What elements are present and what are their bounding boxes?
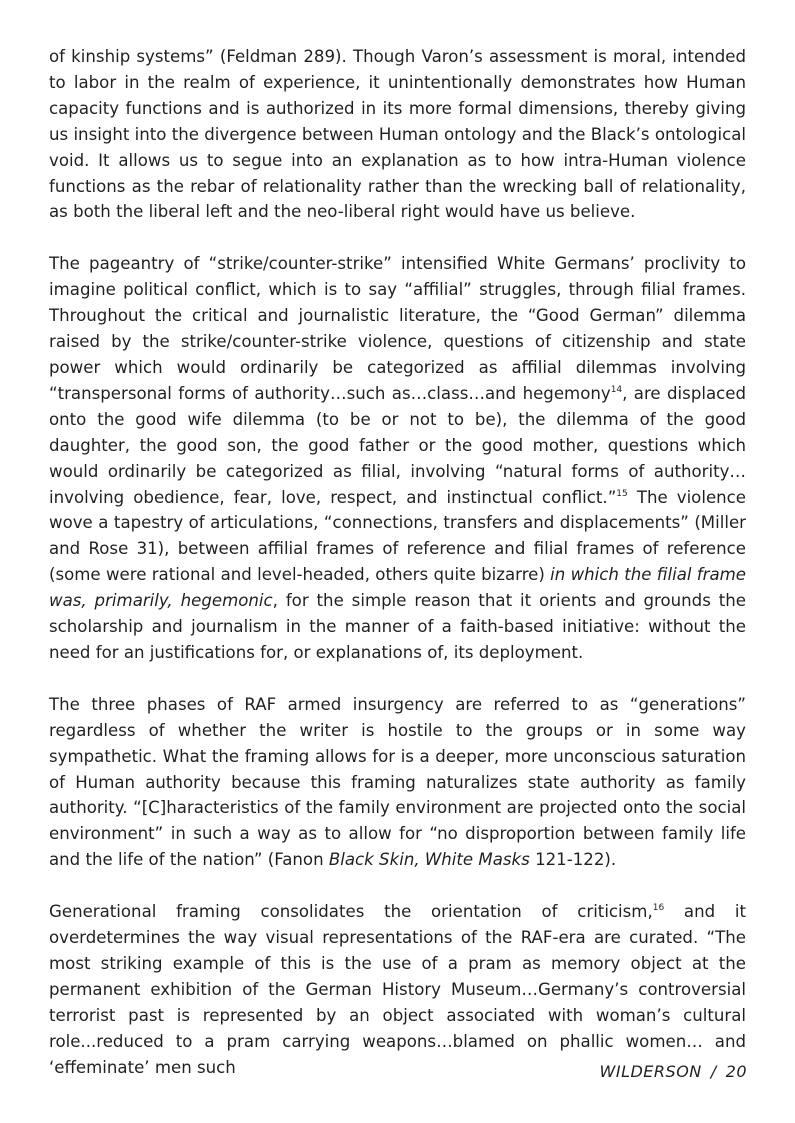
text-run: The pageantry of “strike/counter-strike” intensified White Germans’ proclivity to imagine political conflict, which is to say “affilial” struggles, through filial frames. Throughout the critical and journalistic literature, the “Good German” dilemma raised by the strike/counter-strike violence, questions of citizenship and state power which would ordinarily be categorized as affilial dilemmas involving “transpersonal forms of authority…such as…class…and hegemony — [49, 254, 746, 403]
paragraph-3 — [49, 692, 746, 873]
text-run: Generational framing consolidates the orientation of criticism, — [49, 902, 653, 922]
footnote-marker-16[interactable]: 16 — [652, 903, 665, 914]
page-body — [49, 44, 746, 1081]
text-run: of kinship systems” (Feldman 289). Though Varon’s assessment is moral, intended to labor in the realm of experience, it unintentionally demonstrates how Human capacity functions and is authorized in its more formal dimensions, thereby giving us insight into the divergence between Human ontology and the Black’s ontological void. It allows us to segue into an explanation as to how intra-Human violence functions as the rebar of relationality rather than the wrecking ball of relationality, as both the liberal left and the neo-liberal right would have us believe. — [49, 47, 746, 222]
text-run: , are displaced onto the good wife dilemma (to be or not to be), the dilemma of the good daughter, the good son, the good father or the good mother, questions which would ordinarily be categorized as filial, involving “natural forms of authority…involving obedience, fear, love, respect, and instinctual conflict.” — [49, 383, 746, 507]
text-run: and it overdetermines the way visual representations of the RAF-era are curated. “The most striking example of this is the use of a pram as memory object at the permanent exhibition of the German History Museum…Germany’s controversial terrorist past is represented by an object associated with woman’s cultural role...reduced to a pram carrying weapons…blamed on phallic women… and ‘effeminate’ men such — [49, 902, 746, 1077]
running-footer — [600, 1062, 747, 1081]
footer-separator: / — [710, 1062, 717, 1081]
footnote-marker-14[interactable]: 14 — [610, 384, 623, 395]
page-number: 20 — [725, 1062, 747, 1081]
paragraph-4 — [49, 899, 746, 1080]
text-run: , for the simple reason that it orients and grounds the scholarship and journalism in the manner of a faith-based initiative: without the need for an justifications for, or explanations of, its deployment. — [49, 591, 746, 662]
text-run: The three phases of RAF armed insurgency are referred to as “generations” regardless of whether the writer is hostile to the groups or in some way sympathetic. What the framing allows for is a deeper, more unconscious saturation of Human authority because this framing naturalizes state authority as family authority. “[C]haracteristics of the family environment are projected onto the social environment” in such a way as to allow for “no disproportion between family life and the life of the nation” (Fanon — [49, 694, 746, 870]
emphasis-text: in which the filial frame was, primarily, hegemonic — [49, 565, 746, 611]
footnote-marker-15[interactable]: 15 — [616, 488, 628, 499]
text-run: The violence wove a tapestry of articulations, “connections, transfers and displacements” (Miller and Rose 31), between affilial frames of reference and filial frames of reference (some were rational and level-headed, others quite bizarre) — [49, 487, 746, 585]
paragraph-2 — [49, 251, 746, 666]
footer-author: WILDERSON — [599, 1062, 702, 1081]
paragraph-1 — [49, 44, 746, 225]
text-run: 121-122). — [529, 850, 617, 870]
book-title: Black Skin, White Masks — [328, 850, 530, 870]
